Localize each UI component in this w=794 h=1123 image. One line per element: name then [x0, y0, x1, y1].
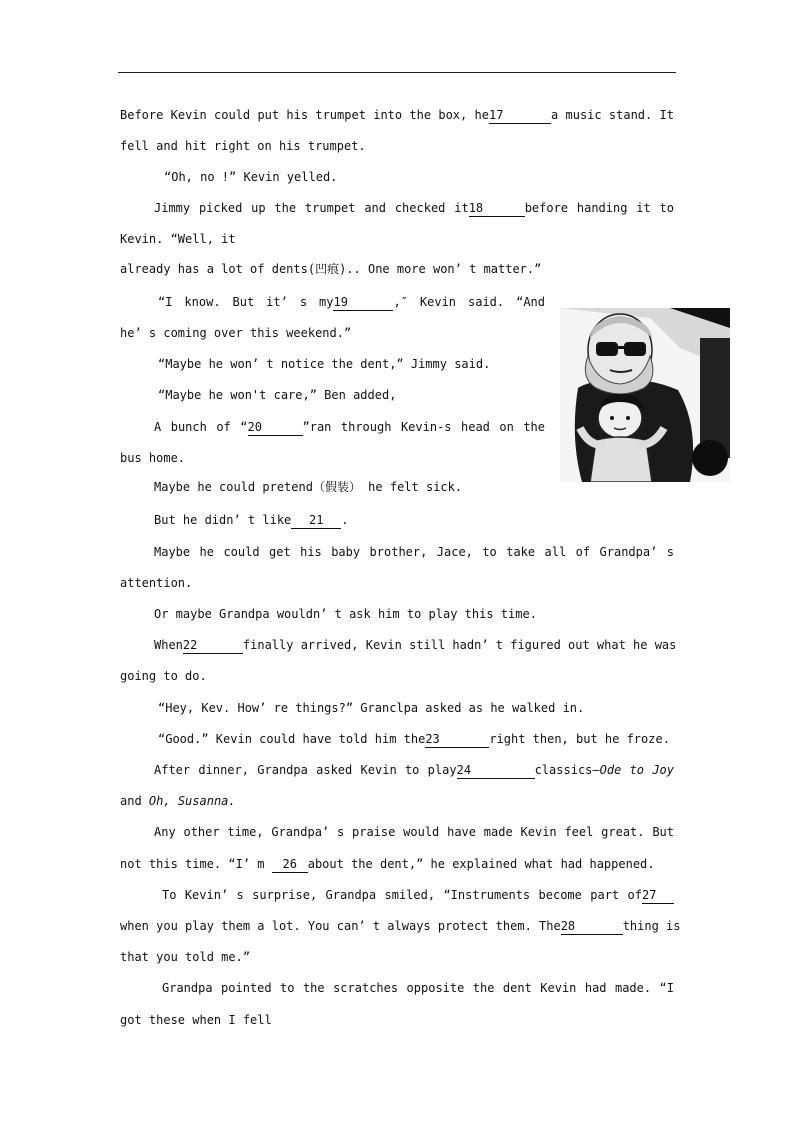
text-line: Or maybe Grandpa wouldn’ t ask him to play this time. [154, 607, 537, 621]
blank-17[interactable]: 17 [489, 108, 551, 124]
text-line: not this time. “I’ m 26 about the dent,” he explained what had happened. [120, 857, 655, 871]
text-line: “Maybe he won’ t notice the dent,” Jimmy said. [158, 357, 491, 371]
text-line: “Hey, Kev. How’ re things?” Granclpa asked as he walked in. [158, 701, 585, 715]
text-line: fell and hit right on his trumpet. [120, 139, 366, 153]
text-line: got these when I fell [120, 1013, 272, 1027]
blank-27[interactable]: 27 [642, 888, 674, 904]
text-line: When22 finally arrived, Kevin still hadn’ t figured out what he was [154, 638, 677, 652]
text-line: But he didn’ t like 21 . [154, 513, 349, 527]
blank-24[interactable]: 24 [457, 763, 535, 779]
text-line: “Good.” Kevin could have told him the23 right then, but he froze. [158, 732, 670, 746]
song-title: Ode to Joy [599, 763, 674, 777]
text-line: Grandpa pointed to the scratches opposite the dent Kevin had made. “I [162, 981, 674, 995]
text-line: Maybe he could get his baby brother, Jace, to take all of Grandpa’ s [154, 545, 674, 559]
text-line: already has a lot of dents(凹痕).. One more won’ t matter.” [120, 262, 542, 276]
text-line: and Oh, Susanna. [120, 794, 236, 808]
blank-19[interactable]: 19 [333, 295, 393, 311]
text-line: Any other time, Grandpa’ s praise would have made Kevin feel great. But [154, 825, 674, 839]
text-line: he’ s coming over this weekend.” [120, 326, 352, 340]
text-line: Maybe he could pretend（假装） he felt sick. [154, 480, 463, 494]
text-line: that you told me.” [120, 950, 251, 964]
text-line: “Oh, no !” Kevin yelled. [164, 170, 338, 184]
text-line: bus home. [120, 451, 186, 465]
blank-23[interactable]: 23 [425, 732, 489, 748]
blank-21[interactable]: 21 [291, 513, 341, 529]
text-line: After dinner, Grandpa asked Kevin to play24 classics—Ode to Joy [154, 763, 674, 777]
text-line: Jimmy picked up the trumpet and checked it18 before handing it to [154, 201, 674, 215]
text-line: “Maybe he won't care,” Ben added, [158, 388, 397, 402]
text-line: To Kevin’ s surprise, Grandpa smiled, “Instruments become part of27 [162, 885, 674, 905]
text-line: going to do. [120, 669, 207, 683]
grandpa-boy-illustration [560, 308, 730, 482]
song-title: Oh, Susanna. [148, 794, 236, 808]
blank-28[interactable]: 28 [561, 919, 623, 935]
header-rule [118, 72, 676, 73]
text-line: A bunch of “20 ”ran through Kevin-s head on the [154, 420, 546, 434]
blank-20[interactable]: 20 [248, 420, 303, 436]
text-line: when you play them a lot. You can’ t always protect them. The28 thing is [120, 919, 681, 933]
blank-18[interactable]: 18 [469, 201, 525, 217]
text-line: Before Kevin could put his trumpet into the box, he17 a music stand. It [120, 108, 674, 122]
text-line: Kevin. “Well, it [120, 232, 236, 246]
text-line: attention. [120, 576, 193, 590]
text-line: “I know. But it’ s my19 ,″ Kevin said. “And [158, 295, 545, 309]
blank-26[interactable]: 26 [272, 857, 308, 873]
blank-22[interactable]: 22 [183, 638, 243, 654]
